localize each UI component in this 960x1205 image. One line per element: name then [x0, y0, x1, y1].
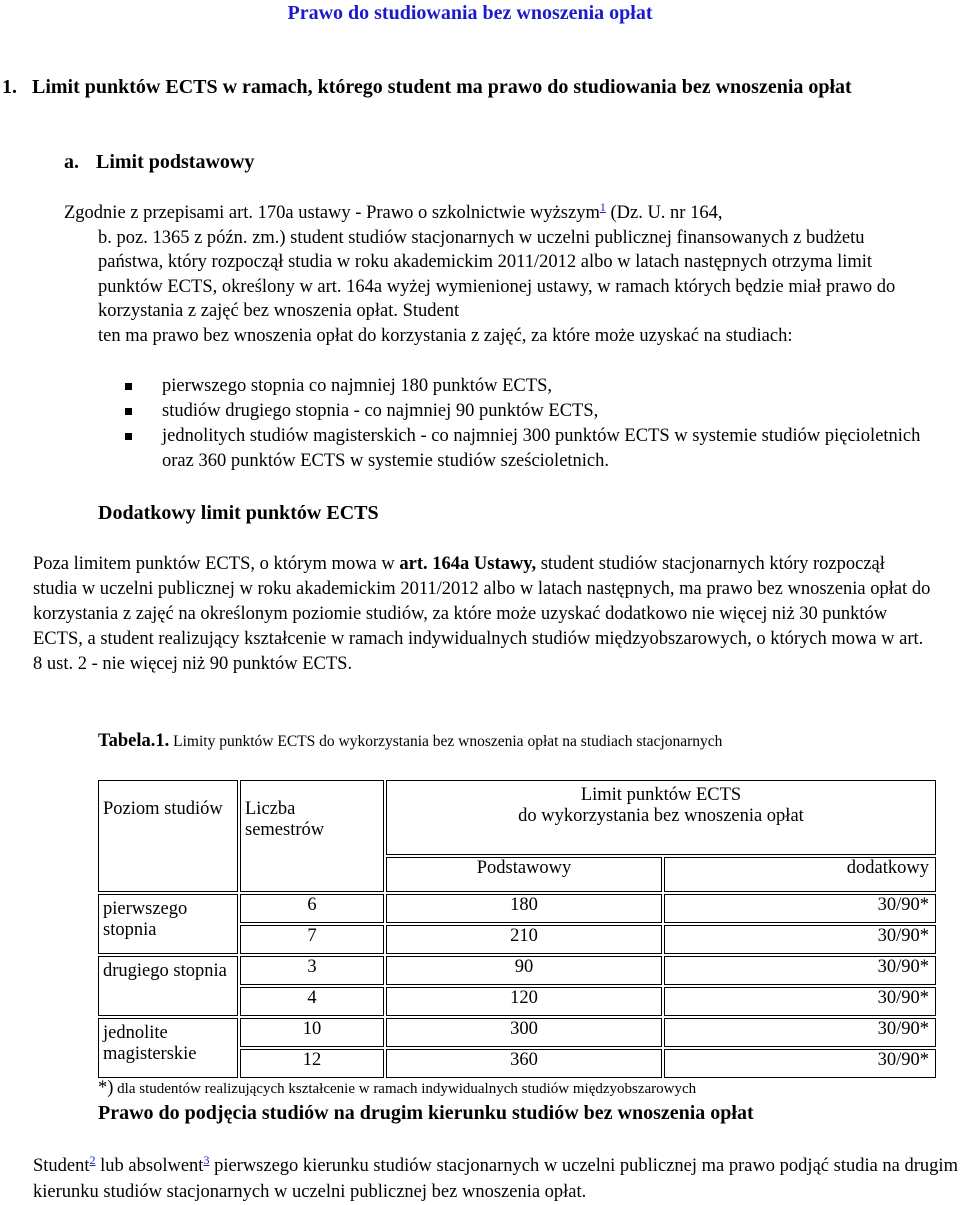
bullet-square-icon [125, 433, 132, 440]
footnote-ref-3[interactable]: 3 [203, 1152, 210, 1167]
list-item: studiów drugiego stopnia - co najmniej 90 punktów ECTS, [122, 399, 922, 424]
bullet-square-icon [125, 383, 132, 390]
list-item: pierwszego stopnia co najmniej 180 punktów ECTS, [122, 374, 922, 399]
semesters-cell: 4 [240, 987, 384, 1016]
subsection-a-letter: a. [64, 151, 79, 173]
footnote-text: dla studentów realizujących kształcenie w ramach indywidualnych studiów międzyobszarowych [113, 1081, 697, 1097]
second-field-paragraph: Student$^2$ lub absolwent$^3$ pierwszego kierunku studiów stacjonarnych w uczelni publicznej ma prawo podjąć studia na drugim kierunku studiów stacjonarnych w uczelni publicznej bez wnoszenia opłat. [33, 1152, 958, 1202]
semesters-cell: 10 [240, 1018, 384, 1047]
footnote-star: *) [98, 1078, 114, 1098]
additional-cell: 30/90* [664, 1049, 936, 1078]
additional-cell: 30/90* [664, 987, 936, 1016]
header-level: Poziom studiów [98, 780, 238, 892]
additional-cell: 30/90* [664, 894, 936, 923]
level-cell: jednolite magisterskie [98, 1018, 238, 1078]
level-cell: drugiego stopnia [98, 956, 238, 1016]
basic-cell: 360 [386, 1049, 662, 1078]
list-item: jednolitych studiów magisterskich - co najmniej 300 punktów ECTS w systemie studiów pięcioletnich oraz 360 punktów ECTS w systemie studiów sześcioletnich. [122, 424, 922, 474]
law-article-reference: art. 164a Ustawy, [399, 554, 537, 574]
bullet-square-icon [125, 408, 132, 415]
semesters-cell: 7 [240, 925, 384, 954]
additional-cell: 30/90* [664, 925, 936, 954]
basic-limit-paragraph [64, 201, 934, 348]
header-semesters: Liczba semestrów [240, 780, 384, 892]
semesters-cell: 12 [240, 1049, 384, 1078]
basic-cell: 180 [386, 894, 662, 923]
table-caption [98, 731, 722, 752]
basic-cell: 300 [386, 1018, 662, 1047]
semesters-cell: 6 [240, 894, 384, 923]
table-footnote [98, 1078, 696, 1099]
table-caption-text: Limity punktów ECTS do wykorzystania bez wnoszenia opłat na studiach stacjonarnych [169, 733, 723, 750]
subsection-a-heading-text: Limit podstawowy [96, 151, 255, 173]
footnote-ref-1[interactable]: 1 [599, 199, 606, 214]
section-1-number: 1. [2, 76, 17, 98]
footnote-ref-2[interactable]: 2 [89, 1152, 96, 1167]
para1-line1: Zgodnie z przepisami art. 170a ustawy - Prawo o szkolnictwie wyższym [64, 203, 600, 223]
header-additional: dodatkowy [664, 857, 936, 892]
basic-cell: 210 [386, 925, 662, 954]
level-cell: pierwszego stopnia [98, 894, 238, 954]
ects-minimum-list [122, 374, 922, 474]
section-1-heading [2, 74, 932, 100]
section-1-heading-text: Limit punktów ECTS w ramach, którego student ma prawo do studiowania bez wnoszenia opłat [32, 76, 852, 98]
basic-cell: 120 [386, 987, 662, 1016]
para1-body: b. poz. 1365 z późn. zm.) student studiów stacjonarnych w uczelni publicznej finansowanych z budżetu państwa, który rozpoczął studia w roku akademickim 2011/2012 albo w latach następnych otrzyma limit punktów ECTS, określony w art. 164a wyżej wymienionej ustawy, w ramach których będzie miał prawo do korzystania z zajęć bez wnoszenia opłat. Student [98, 227, 896, 321]
basic-cell: 90 [386, 956, 662, 985]
additional-cell: 30/90* [664, 956, 936, 985]
header-basic: Podstawowy [386, 857, 662, 892]
para1-line1-end: (Dz. U. nr 164, [605, 203, 723, 223]
header-limit: Limit punktów ECTS do wykorzystania bez wnoszenia opłat [386, 780, 936, 855]
additional-cell: 30/90* [664, 1018, 936, 1047]
page-title: Prawo do studiowania bez wnoszenia opłat [287, 2, 653, 24]
subsection-b-heading: Dodatkowy limit punktów ECTS [98, 502, 379, 524]
additional-limit-paragraph: Poza limitem punktów ECTS, o którym mowa w art. 164a Ustawy, student studiów stacjonarnych który rozpoczął studia w uczelni publicznej w roku akademickim 2011/2012 albo w latach następnych, ma prawo bez wnoszenia opłat do korzystania z zajęć na określonym poziomie studiów, za które może uzyskać dodatkowo nie więcej niż 30 punktów ECTS, a student realizujący kształcenie w ramach indywidualnych studiów międzyobszarowych, o których mowa w art. 8 ust. 2 - nie więcej niż 90 punktów ECTS. [33, 554, 931, 674]
subsection-a-heading [64, 151, 254, 174]
section-2-heading: Prawo do podjęcia studiów na drugim kierunku studiów bez wnoszenia opłat [98, 1102, 754, 1124]
para1-body-2: ten ma prawo bez wnoszenia opłat do korzystania z zajęć, za które może uzyskać na studiach: [98, 325, 793, 346]
ects-limits-table [96, 778, 938, 1080]
semesters-cell: 3 [240, 956, 384, 985]
table-caption-label: Tabela.1. [98, 731, 170, 751]
